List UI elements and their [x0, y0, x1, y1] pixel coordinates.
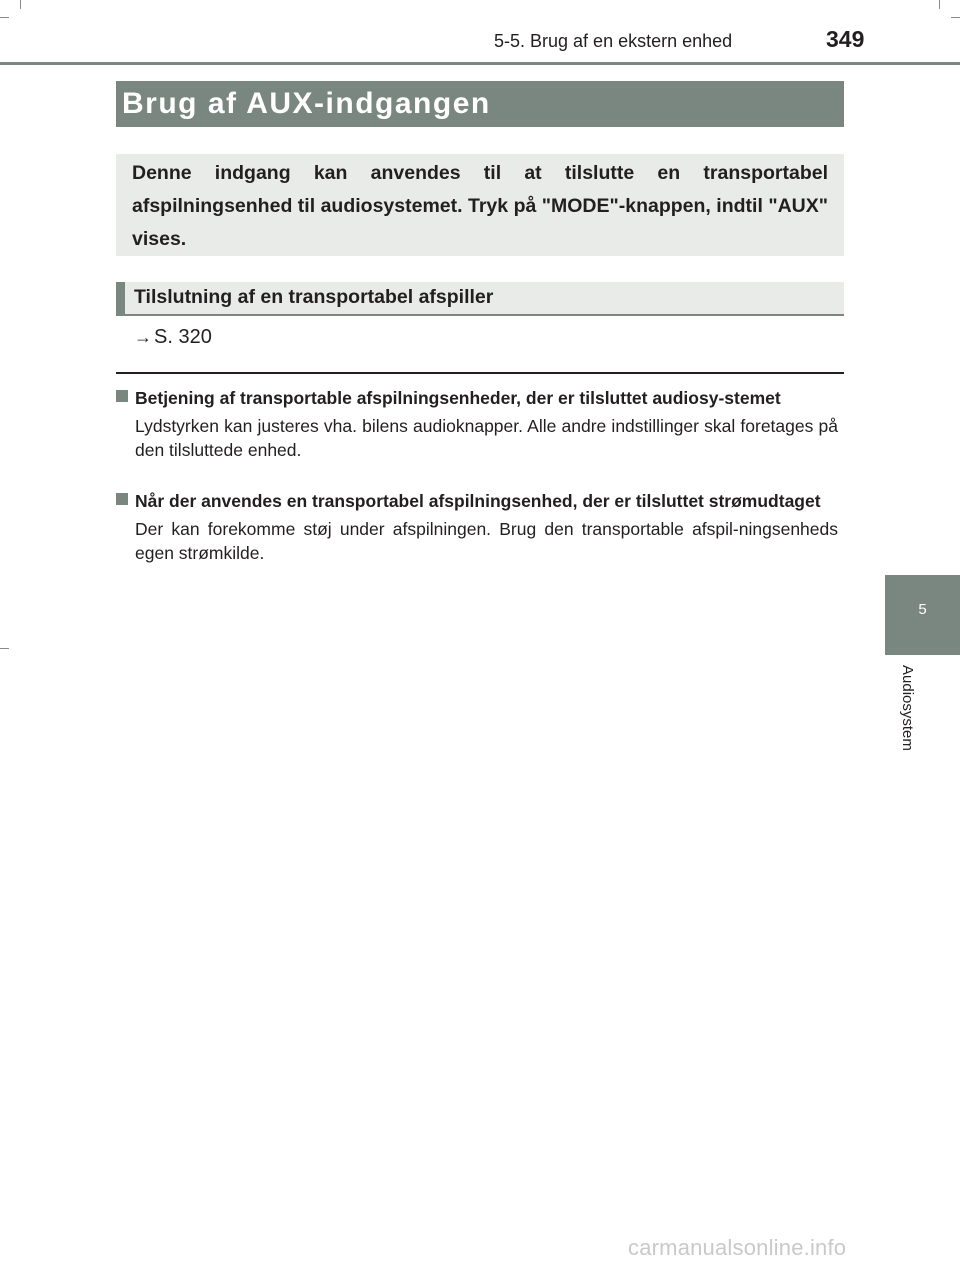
section-header: 5-5. Brug af en ekstern enhed: [494, 31, 733, 51]
cross-reference[interactable]: [134, 326, 212, 349]
square-bullet-icon: [116, 493, 128, 505]
note-heading: Betjening af transportable afspilningsenheder, der er tilsluttet audiosy-stemet: [135, 388, 781, 408]
crop-mark: [0, 648, 9, 649]
crop-mark: [939, 0, 940, 9]
chapter-number: 5: [918, 601, 927, 618]
subheading-bar: [116, 282, 844, 316]
crop-mark: [20, 0, 21, 9]
subheading-text: Tilslutning af en transportabel afspiller: [134, 286, 494, 308]
note-heading: Når der anvendes en transportabel afspilningsenhed, der er tilsluttet strømudtaget: [135, 491, 821, 511]
note-body: Lydstyrken kan justeres vha. bilens audioknapper. Alle andre indstillinger skal foretages på den tilsluttede enhed.: [135, 416, 838, 460]
intro-box: [116, 154, 844, 256]
note-item: [116, 386, 844, 462]
separator-rule: [116, 372, 844, 374]
note-item: [116, 489, 844, 565]
arrow-right-icon: →: [134, 327, 152, 347]
chapter-label: Audiosystem: [899, 665, 916, 751]
square-bullet-icon: [116, 390, 128, 402]
page-title: Brug af AUX-indgangen: [116, 81, 844, 127]
chapter-tab: [885, 575, 960, 655]
page-number: 349: [826, 26, 865, 52]
note-body: Der kan forekomme støj under afspilningen. Brug den transportable afspil-ningsenheds egen strømkilde.: [135, 519, 838, 563]
subheading-accent: [116, 282, 125, 314]
crop-mark: [0, 17, 9, 18]
watermark: carmanualsonline.info: [628, 1235, 847, 1260]
intro-text: Denne indgang kan anvendes til at tilslutte en transportabel afspilningsenhed til audiosystemet. Tryk på "MODE"-knappen, indtil "AUX" vises.: [132, 162, 828, 250]
cross-reference-text: S. 320: [154, 326, 212, 348]
header-rule: [0, 62, 960, 65]
crop-mark: [951, 17, 960, 18]
